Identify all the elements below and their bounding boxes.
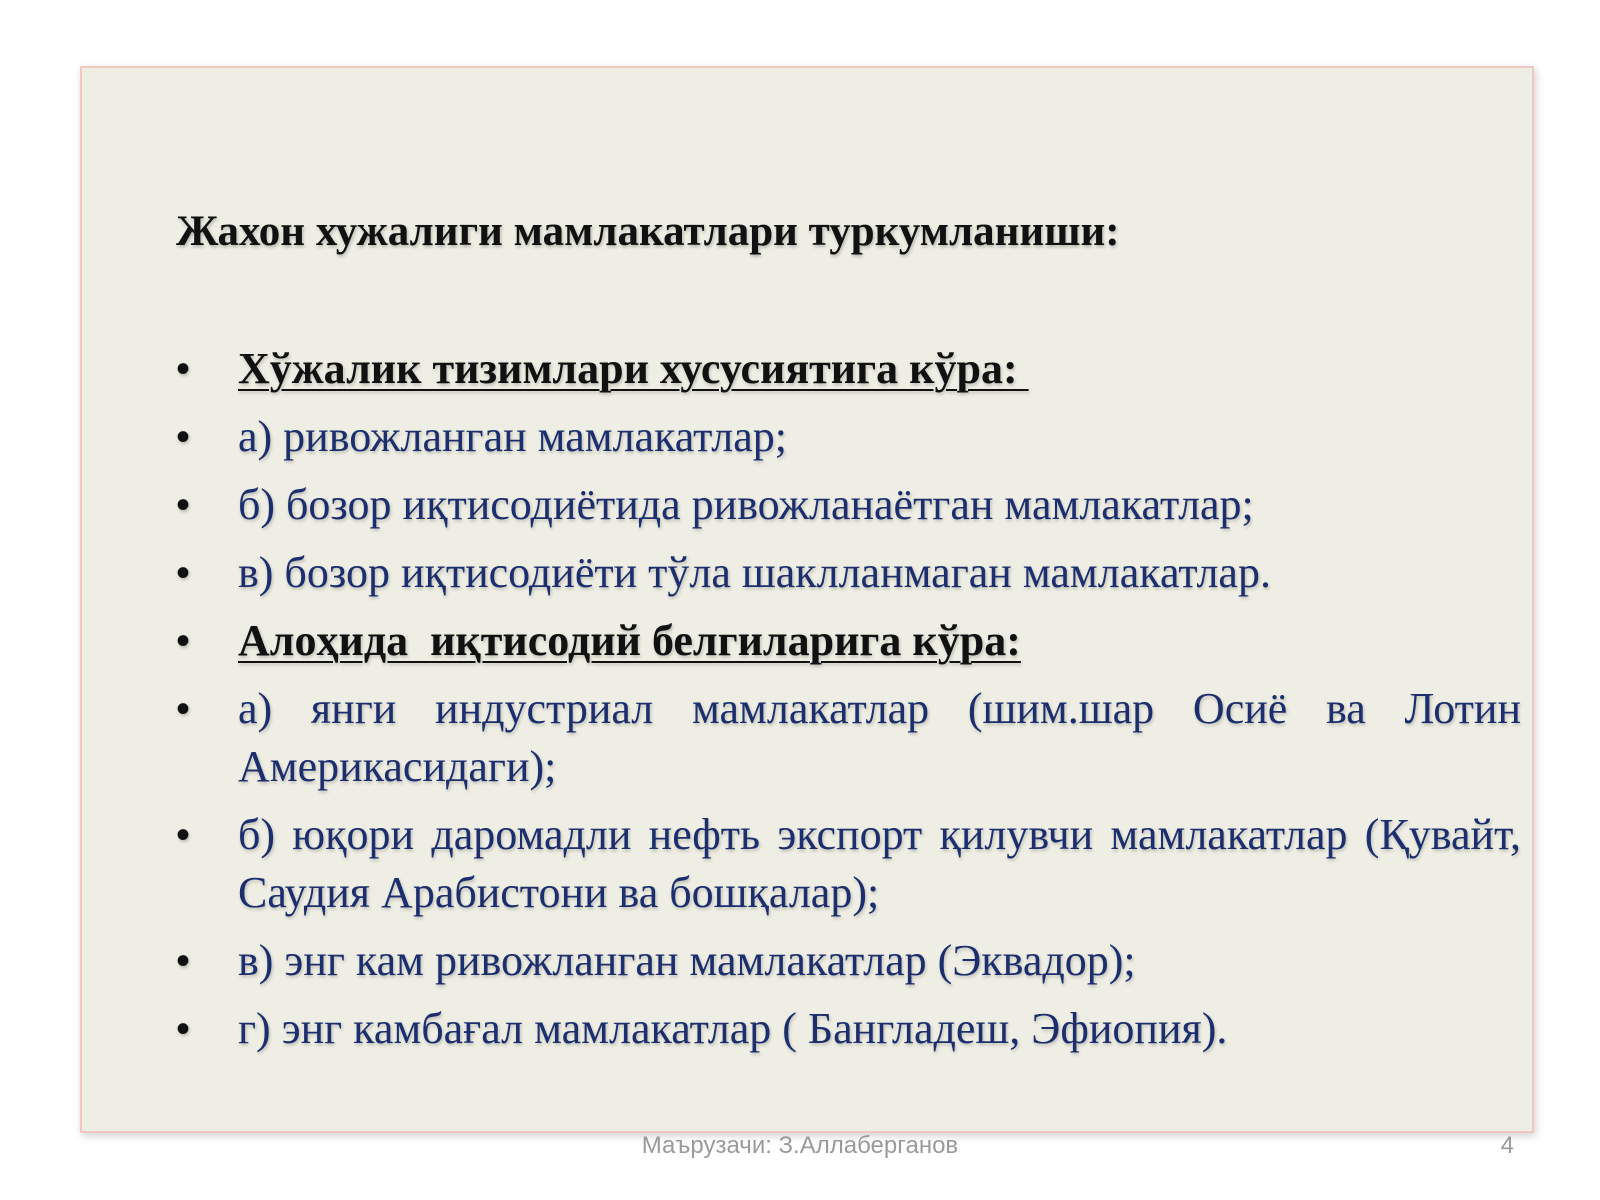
bullet-icon: • — [176, 347, 191, 391]
footer-author: Маърузачи: З.Аллаберганов — [641, 1132, 959, 1159]
list-item — [96, 1000, 1521, 1058]
list-item — [96, 544, 1521, 602]
list-item — [96, 806, 1521, 922]
list-item-text: в) бозор иқтисодиёти тўла шаклланмаган мамлакатлар. — [238, 548, 1271, 597]
list-item-text: а) ривожланган мамлакатлар; — [238, 412, 788, 461]
bullet-icon: • — [176, 483, 191, 527]
list-item-text: а) янги индустриал мамлакатлар (шим.шар Осиё ва Лотин Америкасидаги); — [238, 684, 1521, 791]
bullet-icon: • — [176, 687, 191, 731]
list-item-text: б) бозор иқтисодиётида ривожланаётган мамлакатлар; — [238, 480, 1254, 529]
list-item-text: в) энг кам ривожланган мамлакатлар (Эквадор); — [238, 936, 1136, 985]
bullet-icon: • — [176, 619, 191, 663]
section-heading: Алоҳида иқтисодий белгиларига кўра: — [238, 616, 1021, 665]
bullet-icon: • — [176, 1007, 191, 1051]
list-item — [96, 932, 1521, 990]
list-item — [96, 408, 1521, 466]
section-heading: Хўжалик тизимлари хусусиятига кўра: — [238, 344, 1029, 393]
bullet-icon: • — [176, 551, 191, 595]
content-panel — [80, 66, 1534, 1133]
page-number: 4 — [1500, 1132, 1514, 1159]
list-item — [96, 476, 1521, 534]
bullet-icon: • — [176, 415, 191, 459]
slide-title: Жахон хужалиги мамлакатлари туркумланиши: — [176, 208, 1120, 255]
bullet-icon: • — [176, 939, 191, 983]
list-item-text: б) юқори даромадли нефть экспорт қилувчи мамлакатлар (Қувайт, Саудия Арабистони ва бошқалар); — [238, 810, 1521, 917]
list-item — [96, 612, 1521, 670]
list-item — [96, 680, 1521, 796]
bullet-icon: • — [176, 813, 191, 857]
bullet-list — [96, 340, 1521, 1068]
list-item — [96, 340, 1521, 398]
list-item-text: г) энг камбағал мамлакатлар ( Бангладеш, Эфиопия). — [238, 1004, 1228, 1053]
